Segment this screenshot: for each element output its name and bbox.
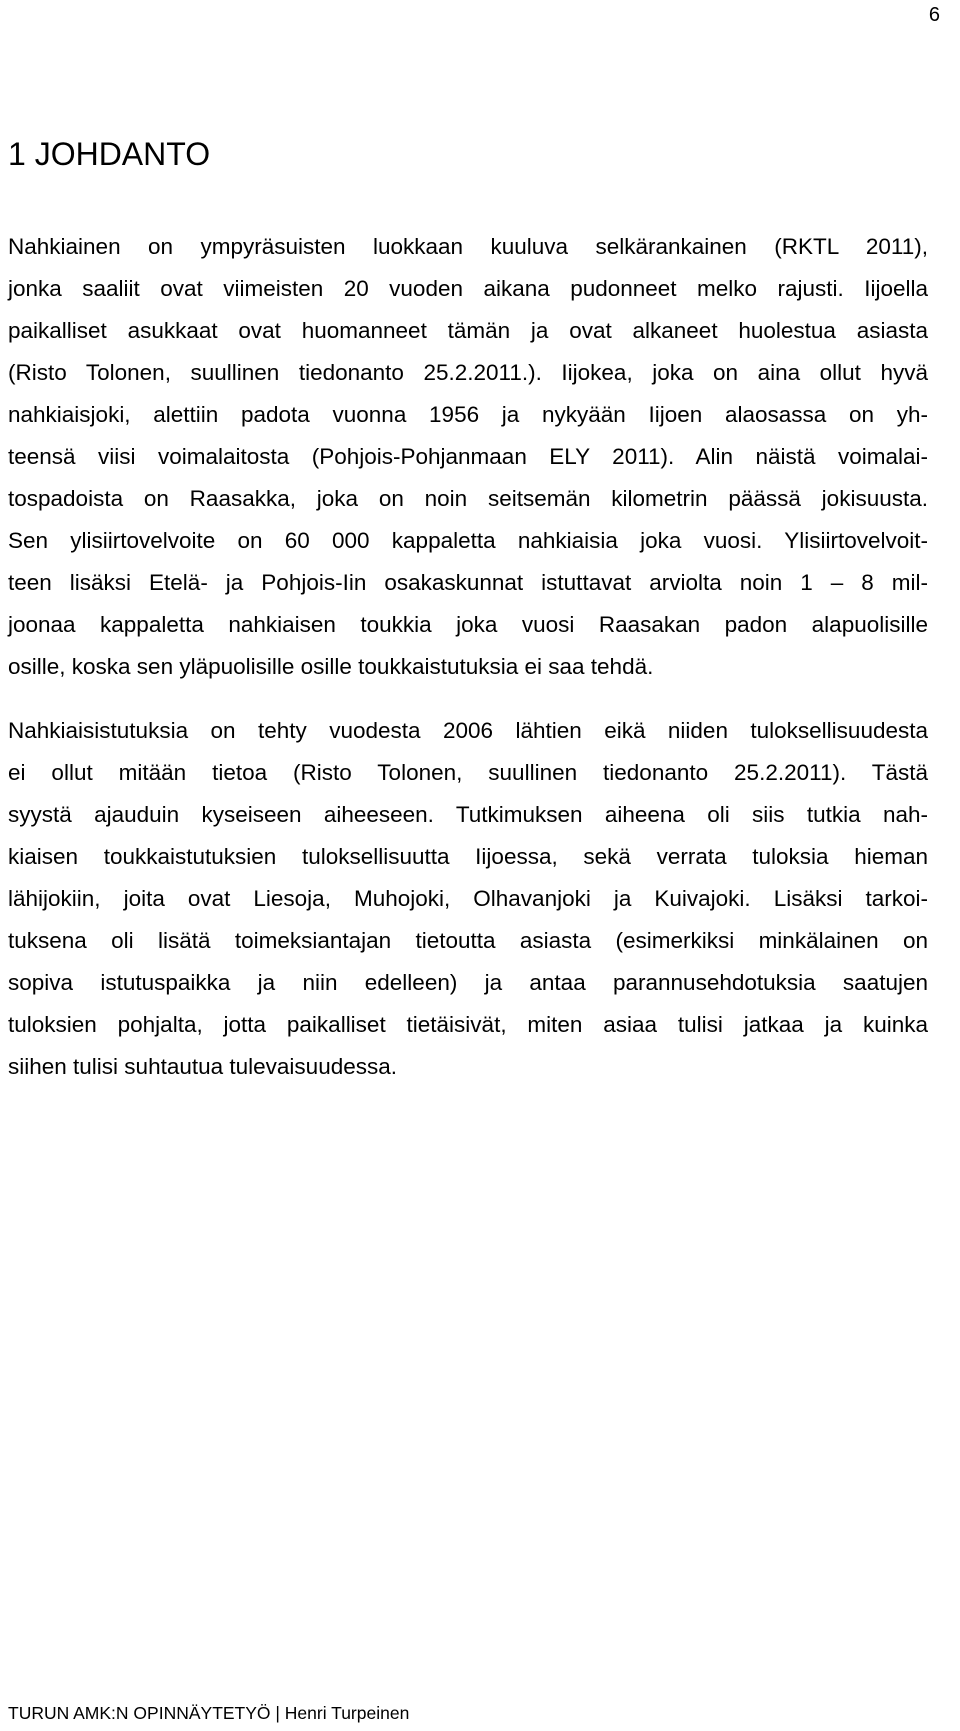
text-line: tuloksien pohjalta, jotta paikalliset tietäisivät, miten asiaa tulisi jatkaa ja kuinka [8, 1012, 928, 1037]
text-line: teensä viisi voimalaitosta (Pohjois-Pohjanmaan ELY 2011). Alin näistä voimalai- [8, 444, 928, 469]
text-line: siihen tulisi suhtautua tulevaisuudessa. [8, 1054, 397, 1079]
page-footer: TURUN AMK:N OPINNÄYTETYÖ | Henri Turpeinen [8, 1703, 410, 1723]
text-line: (Risto Tolonen, suullinen tiedonanto 25.2.2011.). Iijokea, joka on aina ollut hyvä [8, 360, 928, 385]
text-line: teen lisäksi Etelä- ja Pohjois-Iin osakaskunnat istuttavat arviolta noin 1 – 8 mil- [8, 570, 928, 595]
text-line: kiaisen toukkaistutuksien tuloksellisuutta Iijoessa, sekä verrata tuloksia hieman [8, 844, 928, 869]
page-number: 6 [928, 4, 940, 26]
text-line: Sen ylisiirtovelvoite on 60 000 kappaletta nahkiaisia joka vuosi. Ylisiirtovelvoit- [8, 528, 928, 553]
text-line: Nahkiaisistutuksia on tehty vuodesta 2006 lähtien eikä niiden tuloksellisuudesta [8, 718, 928, 743]
paragraph-2 [8, 710, 928, 1088]
text-line: osille, koska sen yläpuolisille osille toukkaistutuksia ei saa tehdä. [8, 654, 654, 679]
text-line: sopiva istutuspaikka ja niin edelleen) ja antaa parannusehdotuksia saatujen [8, 970, 928, 995]
text-line: jonka saaliit ovat viimeisten 20 vuoden aikana pudonneet melko rajusti. Iijoella [8, 276, 928, 301]
section-heading: 1 JOHDANTO [8, 136, 211, 172]
paragraph-1 [8, 226, 928, 688]
text-line: paikalliset asukkaat ovat huomanneet tämän ja ovat alkaneet huolestua asiasta [8, 318, 928, 343]
text-line: lähijokiin, joita ovat Liesoja, Muhojoki, Olhavanjoki ja Kuivajoki. Lisäksi tarkoi- [8, 886, 928, 911]
text-line: tospadoista on Raasakka, joka on noin seitsemän kilometrin päässä jokisuusta. [8, 486, 928, 511]
text-line: joonaa kappaletta nahkiaisen toukkia joka vuosi Raasakan padon alapuolisille [8, 612, 928, 637]
text-line: ei ollut mitään tietoa (Risto Tolonen, suullinen tiedonanto 25.2.2011). Tästä [8, 760, 928, 785]
text-line: nahkiaisjoki, alettiin padota vuonna 1956 ja nykyään Iijoen alaosassa on yh- [8, 402, 928, 427]
text-line: Nahkiainen on ympyräsuisten luokkaan kuuluva selkärankainen (RKTL 2011), [8, 234, 928, 259]
text-line: syystä ajauduin kyseiseen aiheeseen. Tutkimuksen aiheena oli siis tutkia nah- [8, 802, 928, 827]
text-line: tuksena oli lisätä toimeksiantajan tietoutta asiasta (esimerkiksi minkälainen on [8, 928, 928, 953]
